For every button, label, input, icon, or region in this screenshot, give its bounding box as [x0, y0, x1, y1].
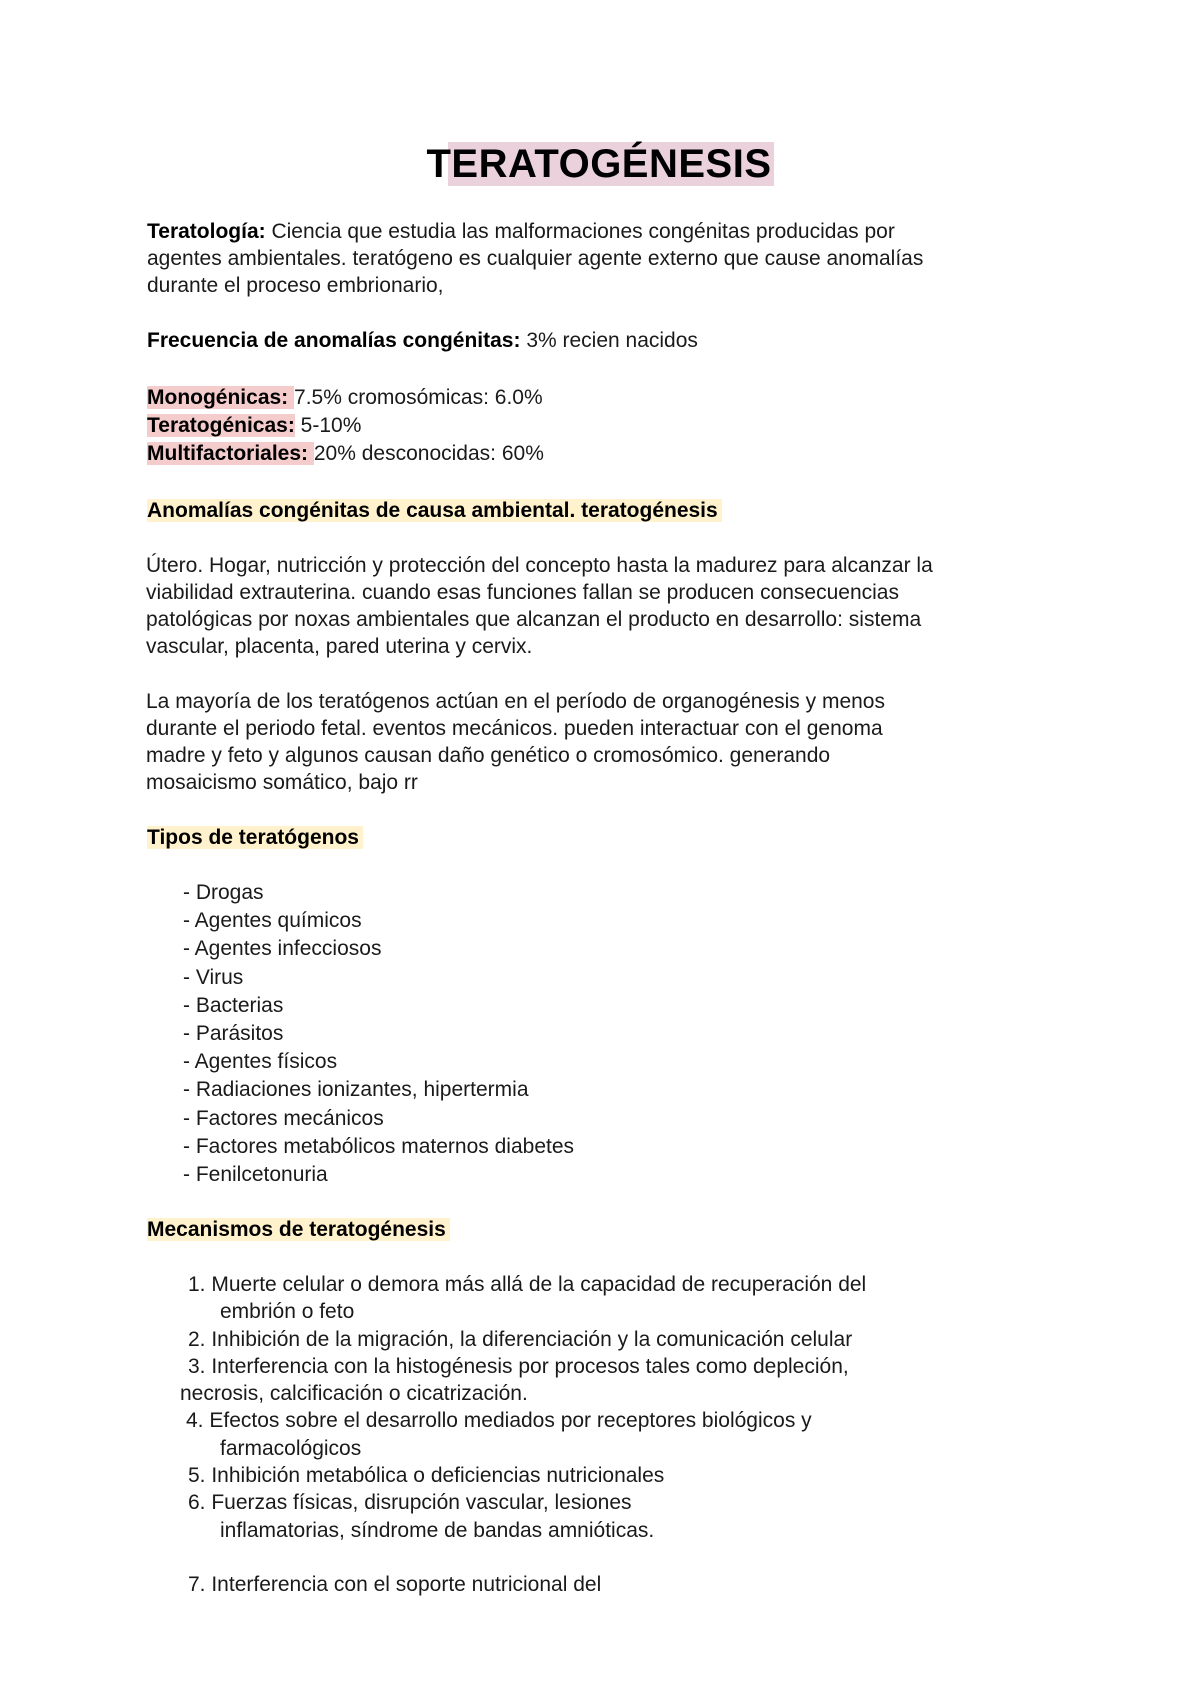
teratologia-text-2: agentes ambientales. teratógeno es cualquier agente externo que cause anomalías — [147, 247, 924, 270]
paragraph-line: Útero. Hogar, nutricción y protección del concepto hasta la madurez para alcanzar la — [146, 554, 933, 577]
list-item-continuation: inflamatorias, síndrome de bandas amnióticas. — [220, 1518, 655, 1542]
list-item: - Parásitos — [183, 1022, 284, 1046]
heading-text: Mecanismos de teratogénesis — [147, 1218, 450, 1241]
stat-value: 7.5% cromosómicas: 6.0% — [294, 386, 543, 409]
tipos-list — [183, 879, 574, 1189]
ambiental-paragraph-1 — [146, 552, 1066, 660]
stat-multifactoriales — [147, 440, 1067, 468]
list-item: - Agentes infecciosos — [183, 937, 382, 961]
list-item-continuation: necrosis, calcificación o cicatrización. — [180, 1382, 528, 1406]
list-item: - Bacterias — [183, 993, 284, 1017]
stats-block — [147, 384, 1067, 468]
list-item: 5. Inhibición metabólica o deficiencias nutricionales — [188, 1464, 665, 1488]
heading-text: Anomalías congénitas de causa ambiental. teratogénesis — [147, 499, 722, 522]
paragraph-line: mosaicismo somático, bajo rr — [146, 771, 418, 794]
list-item: - Drogas — [183, 881, 264, 904]
frecuencia-label: Frecuencia de anomalías congénitas: — [147, 329, 521, 352]
stat-monogenicas — [147, 384, 1067, 412]
frecuencia-value: 3% recien nacidos — [526, 329, 698, 352]
frecuencia-line — [147, 327, 1067, 354]
section-heading-mecanismos — [147, 1216, 1067, 1243]
stat-teratogenicas — [147, 412, 1067, 440]
list-item: 1. Muerte celular o demora más allá de la capacidad de recuperación del — [188, 1273, 867, 1296]
mecanismos-list — [180, 1271, 867, 1598]
heading-text: Tipos de teratógenos — [147, 826, 363, 849]
teratologia-label: Teratología: — [147, 220, 266, 243]
paragraph-line: La mayoría de los teratógenos actúan en el período de organogénesis y menos — [146, 690, 885, 713]
teratologia-text-1: Ciencia que estudia las malformaciones congénitas producidas por — [271, 220, 895, 243]
stat-label: Multifactoriales: — [147, 442, 309, 465]
stat-label: Teratogénicas: — [147, 414, 295, 437]
paragraph-line: viabilidad extrauterina. cuando esas funciones fallan se producen consecuencias — [146, 581, 899, 604]
list-item: 4. Efectos sobre el desarrollo mediados por receptores biológicos y — [186, 1409, 812, 1433]
list-item: - Agentes químicos — [183, 909, 362, 933]
list-item: - Virus — [183, 965, 244, 989]
stat-value: 20% desconocidas: 60% — [313, 442, 544, 465]
list-item: 6. Fuerzas físicas, disrupción vascular, lesiones — [188, 1491, 632, 1515]
list-item: - Agentes físicos — [183, 1050, 338, 1074]
list-item: 7. Interferencia con el soporte nutricional del — [188, 1572, 602, 1596]
paragraph-line: durante el periodo fetal. eventos mecánicos. pueden interactuar con el genoma — [146, 717, 883, 740]
list-item-continuation: farmacológicos — [220, 1436, 362, 1460]
paragraph-line: madre y feto y algunos causan daño genético o cromosómico. generando — [146, 744, 831, 767]
stat-value: 5-10% — [300, 414, 362, 437]
stat-label: Monogénicas: — [147, 386, 289, 409]
title-text: TERATOGÉNESIS — [426, 142, 772, 186]
list-item: 2. Inhibición de la migración, la diferenciación y la comunicación celular — [188, 1327, 853, 1351]
list-item: - Radiaciones ionizantes, hipertermia — [183, 1078, 529, 1102]
list-item: - Fenilcetonuria — [183, 1163, 328, 1187]
list-item-continuation: embrión o feto — [220, 1300, 355, 1324]
ambiental-paragraph-2 — [146, 688, 1066, 796]
teratologia-paragraph — [147, 218, 1067, 299]
page-title — [0, 140, 1200, 188]
list-item: 3. Interferencia con la histogénesis por procesos tales como depleción, — [188, 1354, 849, 1378]
list-item: - Factores mecánicos — [183, 1106, 384, 1130]
teratologia-text-3: durante el proceso embrionario, — [147, 274, 444, 297]
paragraph-line: vascular, placenta, pared uterina y cervix. — [146, 635, 533, 658]
section-heading-ambiental — [147, 497, 1067, 524]
list-item: - Factores metabólicos maternos diabetes — [183, 1134, 575, 1158]
paragraph-line: patológicas por noxas ambientales que alcanzan el producto en desarrollo: sistema — [146, 608, 922, 631]
section-heading-tipos — [147, 824, 1067, 851]
